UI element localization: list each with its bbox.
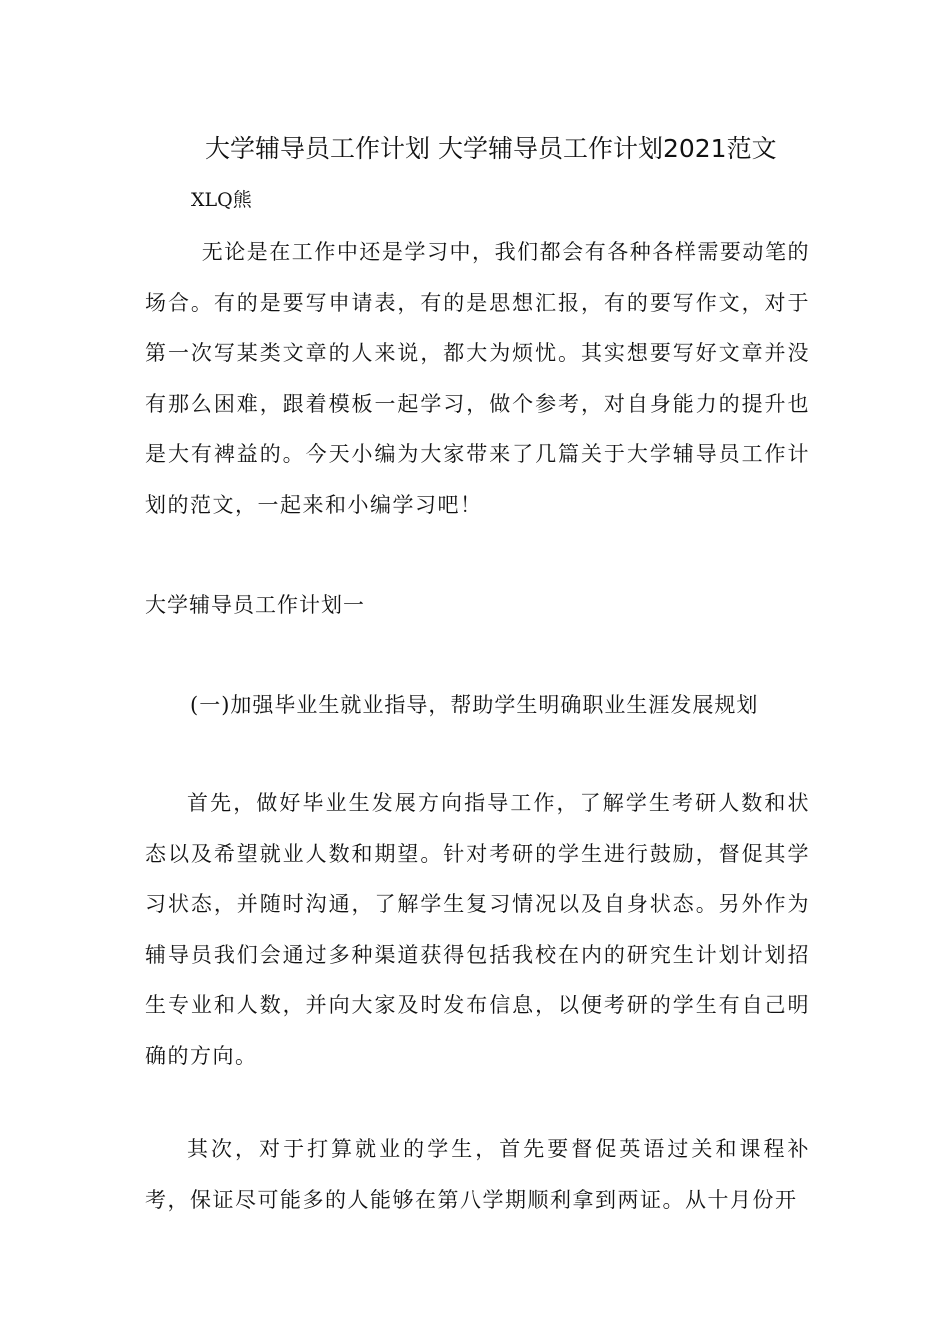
body-paragraph-first: 首先，做好毕业生发展方向指导工作，了解学生考研人数和状态以及希望就业人数和期望。针对考研的学生进行鼓励，督促其学习状态，并随时沟通，了解学生复习情况以及自身状态。另外作为辅导员我们会通过多种渠道获得包括我校在内的研究生计划计划招生专业和人数，并向大家及时发布信息，以便考研的学生有自己明确的方向。 — [145, 791, 810, 1068]
body-paragraph-second: 其次，对于打算就业的学生，首先要督促英语过关和课程补考，保证尽可能多的人能够在第八学期顺利拿到两证。从十月份开 — [145, 1137, 810, 1212]
author-name: XLQ熊 — [191, 189, 252, 211]
section-heading: 大学辅导员工作计划一 — [145, 593, 365, 617]
document-title: 大学辅导员工作计划 大学辅导员工作计划2021范文 — [205, 134, 777, 163]
intro-paragraph: 无论是在工作中还是学习中，我们都会有各种各样需要动笔的场合。有的是要写申请表，有的是思想汇报，有的要写作文，对于第一次写某类文章的人来说，都大为烦忧。其实想要写好文章并没有那么困难，跟着模板一起学习，做个参考，对自身能力的提升也是大有裨益的。今天小编为大家带来了几篇关于大学辅导员工作计划的范文，一起来和小编学习吧！ — [145, 240, 810, 517]
subsection-heading: (一)加强毕业生就业指导，帮助学生明确职业生涯发展规划 — [190, 693, 759, 717]
